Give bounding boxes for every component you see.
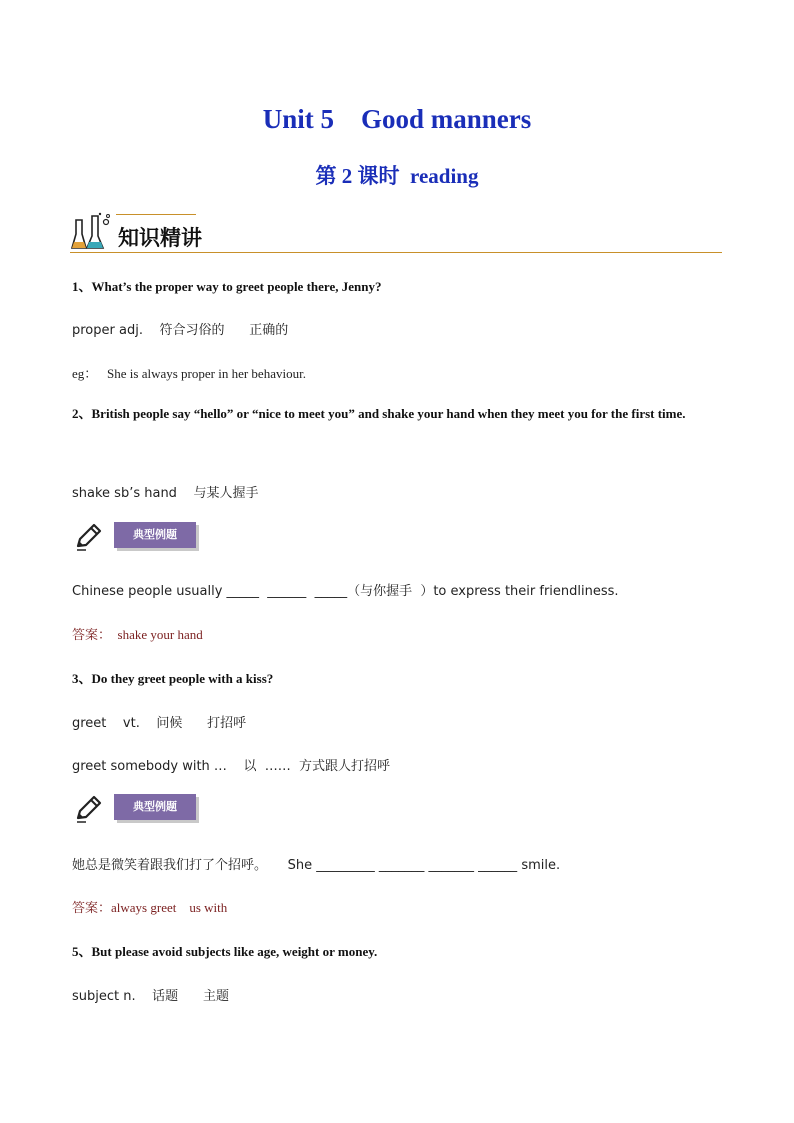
pencil-icon bbox=[74, 522, 104, 552]
exercise-2-answer bbox=[72, 897, 227, 916]
question-3: 3、Do they greet people with a kiss? bbox=[72, 671, 274, 686]
note-greet: greet vt. 问候 打招呼 bbox=[72, 716, 247, 731]
answer-label: 答案： bbox=[72, 901, 112, 916]
note-proper: proper adj. 符合习俗的 正确的 bbox=[72, 323, 289, 338]
section-bottom-rule bbox=[70, 252, 722, 253]
answer-text: shake your hand bbox=[111, 627, 203, 642]
example-header-2 bbox=[72, 792, 212, 828]
note-greet-with: greet somebody with … 以 …… 方式跟人打招呼 bbox=[72, 759, 390, 774]
example-badge: 典型例题 bbox=[114, 794, 196, 820]
page-subtitle: 第 2 课时 reading bbox=[315, 164, 479, 188]
section-header bbox=[70, 212, 722, 256]
question-2: 2、British people say “hello” or “nice to meet you” and shake your hand when they meet you for the first time. bbox=[72, 406, 686, 421]
note-shake-hand: shake sb’s hand 与某人握手 bbox=[72, 486, 259, 501]
question-1: 1、What’s the proper way to greet people there, Jenny? bbox=[72, 279, 382, 294]
exercise-1-answer bbox=[72, 624, 203, 643]
note-subject: subject n. 话题 主题 bbox=[72, 989, 229, 1004]
section-label: 知识精讲 bbox=[118, 226, 202, 250]
note-example: eg： She is always proper in her behaviour. bbox=[72, 366, 306, 381]
answer-text: always greet us with bbox=[111, 900, 228, 915]
question-5: 5、But please avoid subjects like age, weight or money. bbox=[72, 944, 378, 959]
exercise-2-sentence: 她总是微笑着跟我们打了个招呼。 She _________ _______ _______ ______ smile. bbox=[72, 858, 561, 873]
example-header-1 bbox=[72, 520, 212, 556]
answer-label: 答案： bbox=[72, 628, 112, 643]
exercise-1-sentence: Chinese people usually _____ ______ _____（与你握手 ）to express their friendliness. bbox=[72, 584, 619, 599]
lab-flask-icon bbox=[70, 212, 114, 252]
section-top-rule bbox=[116, 214, 196, 215]
page-title: Unit 5 Good manners bbox=[262, 104, 532, 134]
example-badge: 典型例题 bbox=[114, 522, 196, 548]
pencil-icon bbox=[74, 794, 104, 824]
